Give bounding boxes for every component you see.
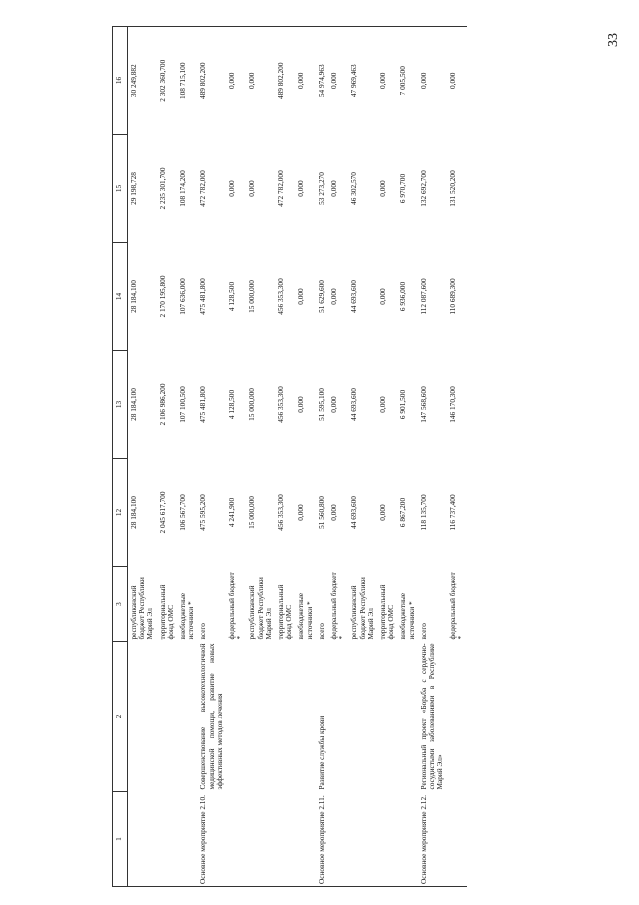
measure-cell: Основное мероприятие 2.10. [197, 792, 226, 887]
funding-source-cell: территориальный фонд ОМС [276, 584, 294, 640]
measure-cell: Основное мероприятие 2.12. [418, 792, 447, 887]
amount-cell: 132 692,700 [418, 170, 428, 207]
amount-cell: 106 567,700 [178, 494, 188, 531]
funding-source-cell: всего [198, 623, 208, 640]
funding-source-cell: федеральный бюджет * [227, 572, 245, 640]
funding-source-cell: территориальный фонд ОМС [157, 584, 175, 640]
table-row [177, 27, 197, 887]
measure-cell [295, 792, 315, 887]
amount-cell: 6 970,700 [398, 173, 408, 204]
amount-cell: 0,000 [328, 27, 348, 135]
amount-cell: 131 520,200 [447, 170, 457, 207]
table-row [246, 27, 275, 887]
amount-cell: 108 174,200 [178, 170, 188, 207]
amount-cell: 6 936,000 [398, 281, 408, 312]
funding-source-cell: республиканский бюджет Республики Марий Эл [349, 577, 375, 640]
amount-cell: 28 184,100 [129, 496, 138, 529]
table-row [275, 27, 295, 887]
header-cell: 13 [113, 351, 128, 459]
measure-cell [157, 792, 177, 887]
amount-cell: 7 005,500 [397, 27, 417, 135]
table-row [418, 27, 447, 887]
funding-source-cell: всего [418, 623, 428, 640]
amount-cell: 475 595,200 [198, 494, 208, 531]
header-cell: 12 [113, 459, 128, 567]
table-row [157, 27, 177, 887]
table-row [128, 27, 157, 887]
amount-cell: 28 184,100 [129, 388, 138, 421]
amount-cell: 108 715,100 [177, 27, 197, 135]
amount-cell: 0,000 [227, 180, 237, 197]
table-row [316, 27, 328, 887]
measure-cell [246, 792, 275, 887]
measure-cell [275, 792, 295, 887]
rotated-table-region [112, 27, 622, 887]
header-cell: 16 [113, 27, 128, 135]
measure-name-cell: Совершенствование высокотехнологичной медицинской помощи, развитие новых эффективных методов лечения [198, 643, 224, 790]
amount-cell: 15 000,000 [247, 496, 257, 529]
amount-cell: 4 128,500 [227, 389, 237, 420]
amount-cell: 0,000 [329, 504, 339, 521]
amount-cell: 456 353,300 [276, 494, 286, 531]
measure-cell [177, 792, 197, 887]
measure-cell: Основное мероприятие 2.11. [316, 792, 328, 887]
amount-cell: 0,000 [329, 180, 339, 197]
amount-cell: 0,000 [296, 180, 306, 197]
amount-cell: 475 481,800 [198, 386, 208, 423]
amount-cell: 6 901,500 [398, 389, 408, 420]
amount-cell: 489 802,200 [197, 27, 226, 135]
amount-cell: 456 353,300 [276, 386, 286, 423]
amount-cell: 28 184,100 [129, 280, 138, 313]
amount-cell: 15 000,000 [247, 280, 257, 313]
amount-cell: 0,000 [377, 27, 397, 135]
measure-name-cell [157, 642, 177, 792]
amount-cell: 2 106 986,200 [157, 383, 167, 426]
header-cell: 1 [113, 792, 128, 887]
amount-cell: 51 629,600 [316, 280, 326, 313]
table-row [397, 27, 417, 887]
measure-name-cell [397, 642, 417, 792]
amount-cell: 0,000 [246, 27, 275, 135]
amount-cell: 456 353,300 [276, 278, 286, 315]
amount-cell: 146 170,300 [447, 386, 457, 423]
amount-cell: 51 595,100 [316, 388, 326, 421]
amount-cell: 472 782,000 [276, 170, 286, 207]
amount-cell: 0,000 [329, 396, 339, 413]
header-cell: 2 [113, 642, 128, 792]
amount-cell: 0,000 [226, 27, 246, 135]
amount-cell: 0,000 [295, 27, 315, 135]
header-cell: 3 [113, 567, 128, 642]
amount-cell: 54 974,963 [316, 27, 328, 135]
measure-name-cell [348, 642, 377, 792]
amount-cell: 4 128,500 [227, 281, 237, 312]
table-row [328, 27, 348, 887]
amount-cell: 4 241,900 [227, 497, 237, 528]
amount-cell: 116 737,400 [447, 494, 457, 531]
amount-cell: 147 568,600 [418, 386, 428, 423]
table-row [447, 27, 467, 887]
funding-source-cell: республиканский бюджет Республики Марий Эл [129, 577, 155, 640]
amount-cell: 2 302 360,700 [157, 27, 177, 135]
amount-cell: 0,000 [296, 396, 306, 413]
table-row [226, 27, 246, 887]
measure-name-cell [226, 642, 246, 792]
table-row [348, 27, 377, 887]
amount-cell: 29 198,728 [129, 172, 138, 205]
measure-cell [397, 792, 417, 887]
measure-name-cell: Региональный проект «Борьба с сердечно-сосудистыми заболеваниями в Республике Марий Эл» [418, 643, 445, 790]
amount-cell: 15 000,000 [247, 388, 257, 421]
measure-name-cell [295, 642, 315, 792]
amount-cell: 0,000 [378, 288, 388, 305]
measure-cell [128, 792, 157, 887]
amount-cell: 0,000 [247, 180, 257, 197]
header-cell: 14 [113, 243, 128, 351]
measure-name-cell [377, 642, 397, 792]
amount-cell: 2 045 617,700 [157, 491, 167, 534]
amount-cell: 110 689,300 [447, 278, 457, 315]
amount-cell: 53 273,270 [316, 172, 326, 205]
amount-cell: 6 867,200 [398, 497, 408, 528]
table-row [377, 27, 397, 887]
measure-name-cell [447, 642, 467, 792]
table-row [295, 27, 315, 887]
header-row [113, 27, 128, 887]
amount-cell: 2 235 301,700 [157, 167, 167, 210]
amount-cell: 0,000 [418, 27, 447, 135]
funding-source-cell: федеральный бюджет * [447, 572, 465, 640]
measure-name-cell [328, 642, 348, 792]
amount-cell: 47 969,463 [348, 27, 377, 135]
measure-name-cell [177, 642, 197, 792]
funding-source-cell: внебюджетные источники * [398, 592, 416, 640]
funding-source-cell: территориальный фонд ОМС [378, 584, 396, 640]
measure-name-cell [275, 642, 295, 792]
amount-cell: 107 636,000 [178, 278, 188, 315]
amount-cell: 107 100,500 [178, 386, 188, 423]
amount-cell: 475 481,800 [198, 278, 208, 315]
page-number: 33 [606, 33, 621, 47]
amount-cell: 472 782,000 [198, 170, 208, 207]
funding-source-cell: всего [316, 623, 326, 640]
funding-source-cell: республиканский бюджет Республики Марий Эл [247, 577, 273, 640]
amount-cell: 0,000 [378, 180, 388, 197]
amount-cell: 2 170 195,800 [157, 275, 167, 318]
measure-cell [377, 792, 397, 887]
amount-cell: 51 560,800 [316, 496, 326, 529]
funding-source-cell: федеральный бюджет * [329, 572, 347, 640]
amount-cell: 0,000 [378, 396, 388, 413]
measure-cell [348, 792, 377, 887]
amount-cell: 0,000 [378, 504, 388, 521]
measure-name-cell [246, 642, 275, 792]
amount-cell: 489 802,200 [275, 27, 295, 135]
amount-cell: 118 135,700 [418, 494, 428, 531]
measure-cell [447, 792, 467, 887]
header-cell: 15 [113, 135, 128, 243]
amount-cell: 112 087,600 [418, 278, 428, 315]
measure-cell [328, 792, 348, 887]
amount-cell: 0,000 [329, 288, 339, 305]
amount-cell: 46 302,570 [349, 172, 359, 205]
amount-cell: 0,000 [296, 288, 306, 305]
amount-cell: 0,000 [296, 504, 306, 521]
amount-cell: 44 693,600 [349, 388, 359, 421]
amount-cell: 30 249,882 [128, 27, 157, 135]
measure-name-cell: Развитие службы крови [316, 715, 326, 790]
measure-name-cell [128, 642, 157, 792]
amount-cell: 44 693,600 [349, 280, 359, 313]
budget-table [112, 26, 467, 887]
measure-cell [226, 792, 246, 887]
table-row [197, 27, 226, 887]
amount-cell: 44 693,600 [349, 496, 359, 529]
funding-source-cell: внебюджетные источники * [178, 592, 196, 640]
funding-source-cell: внебюджетные источники * [296, 592, 314, 640]
amount-cell: 0,000 [447, 27, 467, 135]
